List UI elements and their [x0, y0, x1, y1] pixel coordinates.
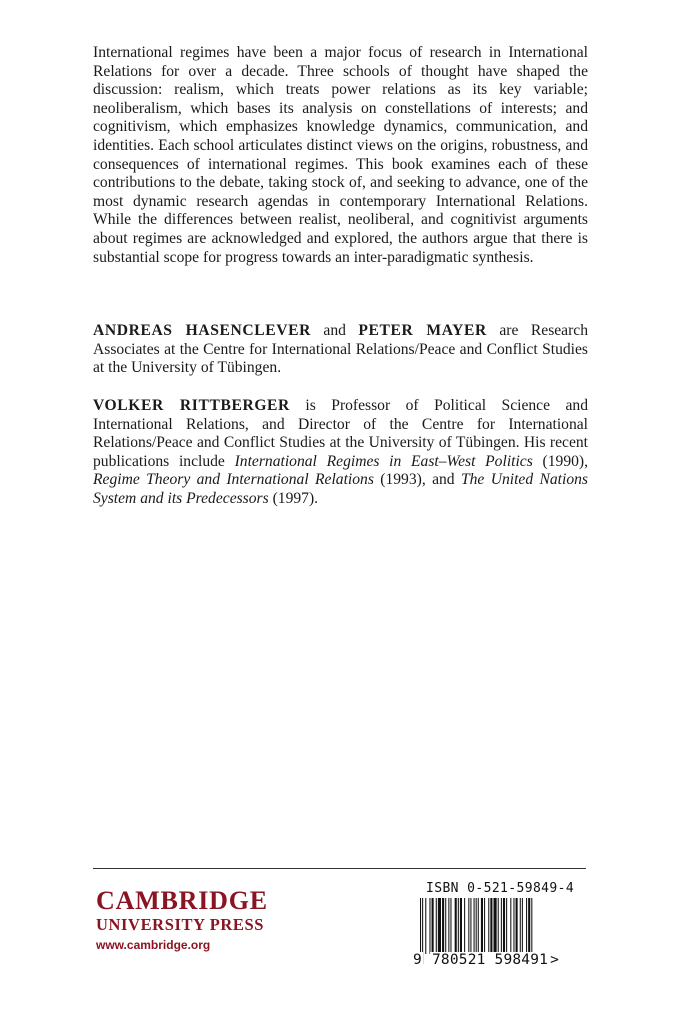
ean-digit-text: 780521 598491: [432, 952, 549, 968]
barcode-bar: [425, 898, 426, 954]
barcode-bar: [481, 898, 483, 954]
publisher-logo: [96, 887, 268, 953]
author-connector: and: [310, 322, 359, 339]
barcode-bar: [488, 898, 489, 954]
barcode-bar: [490, 898, 492, 954]
footer-divider: [93, 868, 586, 869]
barcode-bar: [513, 898, 514, 954]
barcode-bar: [528, 898, 530, 954]
publisher-name: CAMBRIDGE: [96, 886, 268, 915]
author-note-hasenclever-mayer: [93, 322, 588, 378]
barcode-bar: [498, 898, 499, 954]
barcode-bar: [520, 898, 521, 954]
author-note-text-2: (1990),: [532, 452, 589, 470]
author-name-hasenclever: ANDREAS HASENCLEVER: [93, 322, 311, 339]
blurb-paragraph: [93, 44, 588, 267]
barcode-bar: [468, 898, 469, 954]
ean-lead-digit: 9: [413, 952, 422, 968]
author-note-rittberger: [93, 397, 588, 509]
barcode-bar: [460, 898, 462, 954]
barcode-bar: [445, 898, 446, 954]
barcode-bar: [436, 898, 437, 954]
author-note-text-4: (1997).: [268, 489, 319, 507]
publisher-subname: UNIVERSITY PRESS: [96, 915, 265, 934]
publisher-website: www.cambridge.org: [96, 938, 211, 952]
barcode-bar: [438, 898, 441, 954]
barcode-bar: [474, 898, 475, 954]
barcode-bar: [429, 898, 430, 954]
barcode-bar: [510, 898, 511, 954]
barcode-bar: [432, 898, 434, 954]
author-note-text: are Research Associates at the Centre for International Relations/Peace and Conflict Studies at the University of Tübingen.: [93, 322, 589, 377]
barcode-bar: [526, 898, 527, 954]
barcode-bar: [494, 898, 497, 954]
ean-marker: >: [550, 952, 560, 968]
ean-digits: [430, 952, 561, 968]
barcode-bar: [464, 898, 465, 954]
author-note-text-3: (1993), and: [373, 471, 461, 489]
publication-title-3: The United Nations System and its Predecessors: [93, 471, 589, 507]
author-name-mayer: PETER MAYER: [358, 322, 487, 339]
isbn-label: ISBN 0-521-59849-4: [426, 881, 575, 896]
publication-title-2: Regime Theory and International Relations: [93, 471, 374, 489]
barcode-bar: [484, 898, 485, 954]
barcode-bar: [506, 898, 507, 954]
author-note-text-1: is Professor of Political Science and International Relations, and Director of the Centre for International Relations/Peace and Conflict Studies at the University of Tübingen. His recent publications include: [93, 397, 588, 470]
barcode-bar: [458, 898, 459, 954]
barcode-bar: [522, 898, 523, 954]
author-name-rittberger: VOLKER RITTBERGER: [93, 397, 290, 414]
publication-title-1: International Regimes in East–West Politics: [234, 452, 533, 470]
blurb-text: International regimes have been a major focus of research in International Relations for over a decade. Three schools of thought have shaped the discussion: realism, which treats power relations as its key variable; neoliberalism, which bases its analysis on constellations of interests; and cognitivism, which emphasizes knowledge dynamics, communication, and identities. Each school articulates distinct views on the origins, robustness, and consequences of international regimes. This book examines each of these contributions to the debate, taking stock of, and seeking to advance, one of the most dynamic research agendas in contemporary International Relations. While the differences between realist, neoliberal, and cognitivist arguments about regimes are acknowledged and explored, the authors argue that there is substantial scope for progress towards an inter-paradigmatic synthesis.: [93, 44, 588, 266]
barcode-bar: [470, 898, 471, 954]
barcode-bar: [442, 898, 444, 954]
barcode-bar: [448, 898, 449, 954]
barcode-bar: [455, 898, 457, 954]
barcode-bar: [516, 898, 518, 954]
barcode-bar: [501, 898, 502, 954]
barcode-bar: [503, 898, 505, 954]
barcode-bar: [450, 898, 451, 954]
